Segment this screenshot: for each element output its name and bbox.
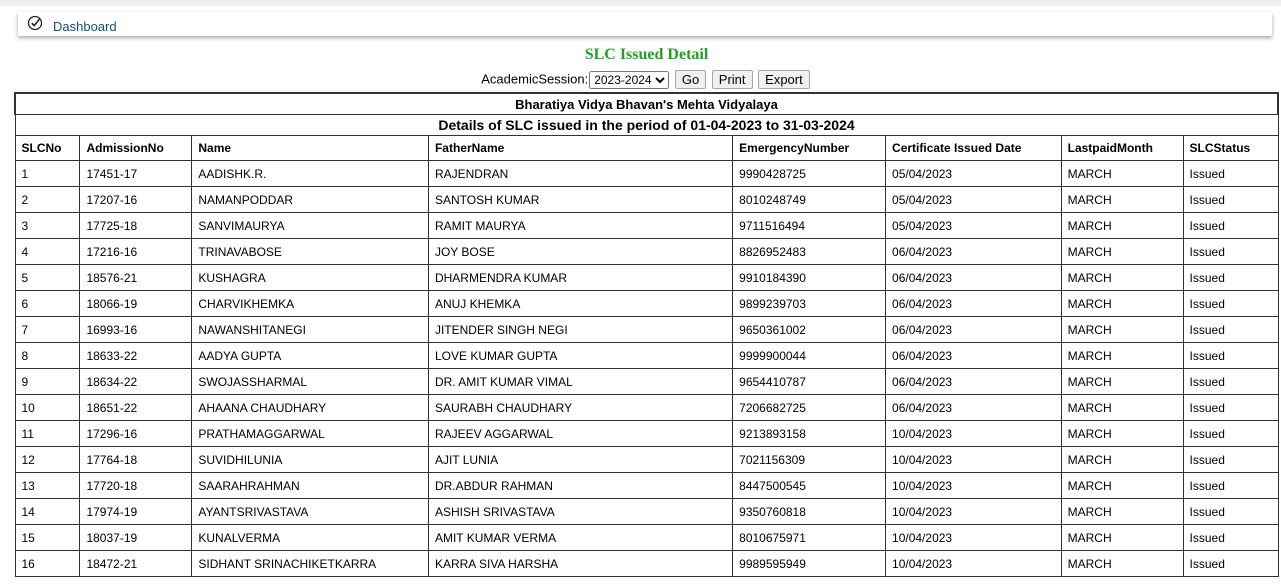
column-header-father-name: FatherName (428, 136, 732, 161)
cell-emergency-number: 7206682725 (733, 395, 886, 421)
table-row (15, 551, 1278, 577)
cell-slc-no: 6 (15, 291, 80, 317)
cell-certificate-issued-date: 06/04/2023 (886, 343, 1062, 369)
cell-admission-no: 18472-21 (80, 551, 192, 577)
cell-certificate-issued-date: 10/04/2023 (886, 525, 1062, 551)
cell-slc-no: 4 (15, 239, 80, 265)
cell-name: PRATHAMAGGARWAL (192, 421, 429, 447)
table-row (15, 343, 1278, 369)
cell-father-name: DR. AMIT KUMAR VIMAL (428, 369, 732, 395)
cell-admission-no: 18576-21 (80, 265, 192, 291)
cell-slc-status: Issued (1183, 421, 1278, 447)
cell-lastpaid-month: MARCH (1061, 525, 1183, 551)
cell-father-name: SAURABH CHAUDHARY (428, 395, 732, 421)
cell-certificate-issued-date: 10/04/2023 (886, 551, 1062, 577)
check-circle-icon (27, 15, 43, 31)
cell-lastpaid-month: MARCH (1061, 161, 1183, 187)
cell-certificate-issued-date: 05/04/2023 (886, 161, 1062, 187)
cell-name: KUNALVERMA (192, 525, 429, 551)
cell-father-name: AMIT KUMAR VERMA (428, 525, 732, 551)
cell-lastpaid-month: MARCH (1061, 343, 1183, 369)
cell-father-name: DR.ABDUR RAHMAN (428, 473, 732, 499)
cell-name: KUSHAGRA (192, 265, 429, 291)
column-header-slc-status: SLCStatus (1183, 136, 1278, 161)
cell-admission-no: 17296-16 (80, 421, 192, 447)
cell-emergency-number: 9899239703 (733, 291, 886, 317)
cell-slc-status: Issued (1183, 317, 1278, 343)
table-row (15, 499, 1278, 525)
academic-session-select[interactable] (589, 71, 669, 89)
cell-slc-no: 13 (15, 473, 80, 499)
column-header-admission-no: AdmissionNo (80, 136, 192, 161)
cell-slc-status: Issued (1183, 395, 1278, 421)
cell-name: AADYA GUPTA (192, 343, 429, 369)
cell-certificate-issued-date: 05/04/2023 (886, 213, 1062, 239)
cell-father-name: RAJEEV AGGARWAL (428, 421, 732, 447)
slc-report-table (14, 92, 1279, 577)
cell-emergency-number: 9989595949 (733, 551, 886, 577)
cell-name: SANVIMAURYA (192, 213, 429, 239)
table-row (15, 473, 1278, 499)
print-button[interactable]: Print (712, 70, 753, 89)
column-header-lastpaid-month: LastpaidMonth (1061, 136, 1183, 161)
cell-certificate-issued-date: 06/04/2023 (886, 395, 1062, 421)
cell-admission-no: 18651-22 (80, 395, 192, 421)
cell-name: TRINAVABOSE (192, 239, 429, 265)
cell-emergency-number: 9350760818 (733, 499, 886, 525)
column-header-emergency-number: EmergencyNumber (733, 136, 886, 161)
cell-father-name: RAJENDRAN (428, 161, 732, 187)
cell-lastpaid-month: MARCH (1061, 239, 1183, 265)
cell-certificate-issued-date: 06/04/2023 (886, 291, 1062, 317)
cell-emergency-number: 9910184390 (733, 265, 886, 291)
cell-admission-no: 17720-18 (80, 473, 192, 499)
cell-lastpaid-month: MARCH (1061, 213, 1183, 239)
cell-father-name: ANUJ KHEMKA (428, 291, 732, 317)
cell-slc-no: 16 (15, 551, 80, 577)
cell-name: AHAANA CHAUDHARY (192, 395, 429, 421)
cell-slc-no: 5 (15, 265, 80, 291)
cell-lastpaid-month: MARCH (1061, 473, 1183, 499)
cell-slc-status: Issued (1183, 239, 1278, 265)
cell-emergency-number: 9213893158 (733, 421, 886, 447)
top-strip (0, 0, 1281, 6)
cell-admission-no: 18066-19 (80, 291, 192, 317)
cell-admission-no: 17974-19 (80, 499, 192, 525)
cell-certificate-issued-date: 06/04/2023 (886, 239, 1062, 265)
cell-lastpaid-month: MARCH (1061, 499, 1183, 525)
cell-certificate-issued-date: 10/04/2023 (886, 447, 1062, 473)
cell-father-name: DHARMENDRA KUMAR (428, 265, 732, 291)
cell-slc-no: 14 (15, 499, 80, 525)
cell-name: AADISHK.R. (192, 161, 429, 187)
cell-lastpaid-month: MARCH (1061, 447, 1183, 473)
cell-admission-no: 18037-19 (80, 525, 192, 551)
cell-slc-status: Issued (1183, 499, 1278, 525)
cell-father-name: LOVE KUMAR GUPTA (428, 343, 732, 369)
cell-slc-status: Issued (1183, 525, 1278, 551)
table-row (15, 265, 1278, 291)
cell-emergency-number: 9990428725 (733, 161, 886, 187)
cell-name: SIDHANT SRINACHIKETKARRA (192, 551, 429, 577)
cell-admission-no: 17451-17 (80, 161, 192, 187)
column-header-certificate-issued-date: Certificate Issued Date (886, 136, 1062, 161)
cell-name: AYANTSRIVASTAVA (192, 499, 429, 525)
table-row (15, 213, 1278, 239)
cell-name: SUVIDHILUNIA (192, 447, 429, 473)
cell-lastpaid-month: MARCH (1061, 421, 1183, 447)
cell-father-name: JOY BOSE (428, 239, 732, 265)
table-row (15, 317, 1278, 343)
cell-admission-no: 18634-22 (80, 369, 192, 395)
cell-slc-status: Issued (1183, 369, 1278, 395)
cell-emergency-number: 7021156309 (733, 447, 886, 473)
cell-admission-no: 17725-18 (80, 213, 192, 239)
cell-lastpaid-month: MARCH (1061, 187, 1183, 213)
cell-slc-no: 2 (15, 187, 80, 213)
table-row (15, 291, 1278, 317)
cell-name: SWOJASSHARMAL (192, 369, 429, 395)
cell-slc-status: Issued (1183, 161, 1278, 187)
cell-emergency-number: 9999900044 (733, 343, 886, 369)
cell-name: NAMANPODDAR (192, 187, 429, 213)
table-row (15, 395, 1278, 421)
cell-father-name: SANTOSH KUMAR (428, 187, 732, 213)
session-controls (0, 69, 1281, 90)
table-row (15, 239, 1278, 265)
cell-certificate-issued-date: 05/04/2023 (886, 187, 1062, 213)
cell-emergency-number: 8010675971 (733, 525, 886, 551)
export-button[interactable]: Export (758, 70, 810, 89)
cell-slc-no: 10 (15, 395, 80, 421)
cell-slc-no: 9 (15, 369, 80, 395)
table-row (15, 369, 1278, 395)
cell-certificate-issued-date: 06/04/2023 (886, 369, 1062, 395)
column-header-row (15, 136, 1278, 161)
cell-lastpaid-month: MARCH (1061, 551, 1183, 577)
report-period: Details of SLC issued in the period of 01-04-2023 to 31-03-2024 (15, 115, 1278, 136)
go-button[interactable]: Go (675, 70, 706, 89)
cell-lastpaid-month: MARCH (1061, 395, 1183, 421)
cell-certificate-issued-date: 06/04/2023 (886, 265, 1062, 291)
cell-slc-status: Issued (1183, 213, 1278, 239)
table-row (15, 525, 1278, 551)
cell-certificate-issued-date: 06/04/2023 (886, 317, 1062, 343)
cell-father-name: KARRA SIVA HARSHA (428, 551, 732, 577)
cell-slc-no: 1 (15, 161, 80, 187)
column-header-slc-no: SLCNo (15, 136, 80, 161)
cell-slc-no: 7 (15, 317, 80, 343)
cell-lastpaid-month: MARCH (1061, 291, 1183, 317)
academic-session-label: AcademicSession: (481, 71, 589, 87)
cell-lastpaid-month: MARCH (1061, 317, 1183, 343)
cell-slc-no: 8 (15, 343, 80, 369)
cell-slc-no: 11 (15, 421, 80, 447)
cell-admission-no: 18633-22 (80, 343, 192, 369)
cell-admission-no: 17207-16 (80, 187, 192, 213)
cell-name: CHARVIKHEMKA (192, 291, 429, 317)
cell-emergency-number: 8447500545 (733, 473, 886, 499)
table-body (15, 161, 1278, 577)
cell-name: NAWANSHITANEGI (192, 317, 429, 343)
cell-certificate-issued-date: 10/04/2023 (886, 421, 1062, 447)
cell-slc-status: Issued (1183, 291, 1278, 317)
cell-certificate-issued-date: 10/04/2023 (886, 473, 1062, 499)
cell-emergency-number: 9711516494 (733, 213, 886, 239)
cell-certificate-issued-date: 10/04/2023 (886, 499, 1062, 525)
column-header-name: Name (192, 136, 429, 161)
table-row (15, 161, 1278, 187)
cell-slc-status: Issued (1183, 265, 1278, 291)
table-row (15, 447, 1278, 473)
cell-slc-no: 12 (15, 447, 80, 473)
cell-slc-no: 3 (15, 213, 80, 239)
cell-admission-no: 16993-16 (80, 317, 192, 343)
school-name: Bharatiya Vidya Bhavan's Mehta Vidyalaya (15, 93, 1278, 115)
cell-lastpaid-month: MARCH (1061, 265, 1183, 291)
cell-emergency-number: 8826952483 (733, 239, 886, 265)
dashboard-link[interactable]: Dashboard (53, 19, 117, 34)
cell-emergency-number: 9650361002 (733, 317, 886, 343)
cell-admission-no: 17216-16 (80, 239, 192, 265)
cell-slc-no: 15 (15, 525, 80, 551)
cell-admission-no: 17764-18 (80, 447, 192, 473)
cell-father-name: AJIT LUNIA (428, 447, 732, 473)
cell-slc-status: Issued (1183, 473, 1278, 499)
cell-name: SAARAHRAHMAN (192, 473, 429, 499)
cell-slc-status: Issued (1183, 343, 1278, 369)
cell-emergency-number: 9654410787 (733, 369, 886, 395)
page-title: SLC Issued Detail (584, 46, 709, 63)
cell-father-name: RAMIT MAURYA (428, 213, 732, 239)
cell-lastpaid-month: MARCH (1061, 369, 1183, 395)
cell-emergency-number: 8010248749 (733, 187, 886, 213)
cell-father-name: JITENDER SINGH NEGI (428, 317, 732, 343)
cell-slc-status: Issued (1183, 551, 1278, 577)
table-row (15, 187, 1278, 213)
cell-father-name: ASHISH SRIVASTAVA (428, 499, 732, 525)
breadcrumb (18, 12, 1272, 36)
cell-slc-status: Issued (1183, 447, 1278, 473)
table-row (15, 421, 1278, 447)
cell-slc-status: Issued (1183, 187, 1278, 213)
